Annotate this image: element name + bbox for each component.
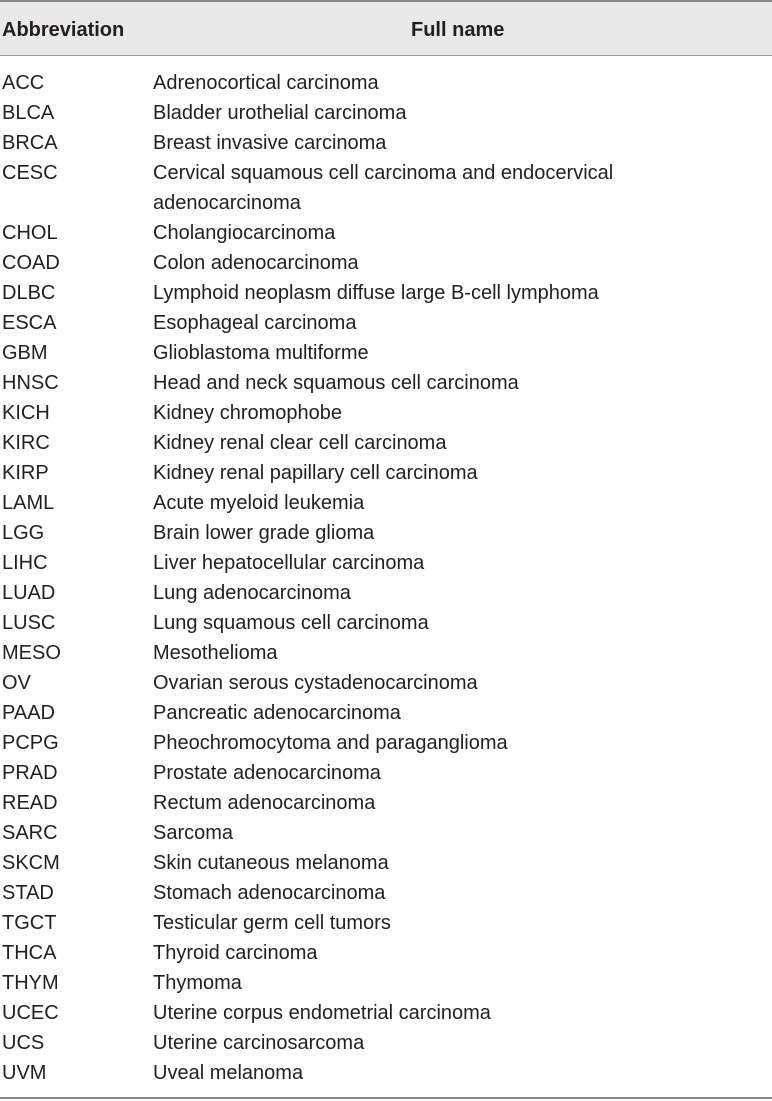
full-name-cell: Skin cutaneous melanoma [153, 852, 389, 874]
full-name-cell: Uterine corpus endometrial carcinoma [153, 1002, 491, 1024]
full-name-cell: Lung squamous cell carcinoma [153, 612, 429, 634]
table-row [0, 668, 772, 698]
full-name-cell: Pancreatic adenocarcinoma [153, 702, 401, 724]
full-name-cell: Adrenocortical carcinoma [153, 72, 379, 94]
abbreviation-cell: CESC [2, 162, 58, 184]
full-name-cell: Mesothelioma [153, 642, 278, 664]
abbreviation-cell: KIRC [2, 432, 50, 454]
full-name-cell: Uterine carcinosarcoma [153, 1032, 365, 1054]
abbreviation-cell: LUSC [2, 612, 56, 634]
table-row [0, 938, 772, 968]
abbreviation-cell: STAD [2, 882, 54, 904]
table-bottom-rule [0, 1097, 772, 1099]
table-row [0, 218, 772, 248]
abbreviation-cell: LIHC [2, 552, 48, 574]
abbreviation-cell: DLBC [2, 282, 56, 304]
table-row [0, 788, 772, 818]
full-name-cell: Brain lower grade glioma [153, 522, 375, 544]
full-name-cell: Prostate adenocarcinoma [153, 762, 381, 784]
table-row [0, 1058, 772, 1088]
abbreviation-cell: UVM [2, 1062, 47, 1084]
full-name-cell: Testicular germ cell tumors [153, 912, 391, 934]
table-row [0, 428, 772, 458]
abbreviation-cell: THCA [2, 942, 57, 964]
abbreviation-cell: COAD [2, 252, 60, 274]
abbreviation-cell: THYM [2, 972, 59, 994]
table-row [0, 1028, 772, 1058]
table-row [0, 848, 772, 878]
full-name-cell: Lung adenocarcinoma [153, 582, 351, 604]
full-name-cell: Kidney renal clear cell carcinoma [153, 432, 447, 454]
full-name-cell: Esophageal carcinoma [153, 312, 357, 334]
table-header-rule [0, 55, 772, 56]
header-full-name: Full name [411, 19, 505, 41]
abbreviation-cell: KICH [2, 402, 50, 424]
table-row [0, 998, 772, 1028]
full-name-cell: Colon adenocarcinoma [153, 252, 359, 274]
abbreviation-cell: PAAD [2, 702, 55, 724]
abbreviation-cell: LGG [2, 522, 45, 544]
full-name-cell: Kidney chromophobe [153, 402, 343, 424]
table-row [0, 518, 772, 548]
table-row [0, 368, 772, 398]
table-row [0, 128, 772, 158]
table-row [0, 608, 772, 638]
full-name-cell: Acute myeloid leukemia [153, 492, 365, 514]
full-name-cell: Lymphoid neoplasm diffuse large B-cell lymphoma [153, 282, 599, 304]
abbreviation-cell: ESCA [2, 312, 57, 334]
full-name-cell: Liver hepatocellular carcinoma [153, 552, 425, 574]
table-row [0, 488, 772, 518]
table-row [0, 248, 772, 278]
table-row [0, 548, 772, 578]
abbreviation-cell: SARC [2, 822, 58, 844]
table-row [0, 818, 772, 848]
abbreviation-cell: GBM [2, 342, 48, 364]
table-body [0, 68, 772, 1088]
abbreviation-cell: PCPG [2, 732, 59, 754]
table-row [0, 398, 772, 428]
abbreviation-cell: MESO [2, 642, 61, 664]
table-row [0, 158, 772, 218]
abbreviation-cell: SKCM [2, 852, 60, 874]
abbreviation-cell: HNSC [2, 372, 59, 394]
full-name-cell: Sarcoma [153, 822, 234, 844]
table-row [0, 728, 772, 758]
abbreviation-cell: LAML [2, 492, 55, 514]
full-name-cell: Uveal melanoma [153, 1062, 304, 1084]
table-row [0, 908, 772, 938]
table-row [0, 968, 772, 998]
abbreviation-cell: ACC [2, 72, 45, 94]
full-name-cell: Head and neck squamous cell carcinoma [153, 372, 519, 394]
table-header-row [0, 2, 772, 56]
full-name-cell: Cholangiocarcinoma [153, 222, 336, 244]
abbreviation-cell: PRAD [2, 762, 58, 784]
table-row [0, 308, 772, 338]
abbreviation-cell: READ [2, 792, 58, 814]
table-row [0, 68, 772, 98]
table-row [0, 638, 772, 668]
full-name-cell: Breast invasive carcinoma [153, 132, 387, 154]
abbreviation-cell: BRCA [2, 132, 58, 154]
abbreviation-cell: KIRP [2, 462, 49, 484]
table-row [0, 278, 772, 308]
full-name-cell: Cervical squamous cell carcinoma and endocervical adenocarcinoma [153, 162, 614, 214]
table-row [0, 578, 772, 608]
table-row [0, 758, 772, 788]
abbreviation-cell: TGCT [2, 912, 57, 934]
table-row [0, 698, 772, 728]
abbreviation-cell: UCEC [2, 1002, 59, 1024]
abbreviation-cell: OV [2, 672, 31, 694]
abbreviation-cell: UCS [2, 1032, 45, 1054]
full-name-cell: Bladder urothelial carcinoma [153, 102, 407, 124]
full-name-cell: Stomach adenocarcinoma [153, 882, 386, 904]
table-row [0, 98, 772, 128]
abbreviation-cell: LUAD [2, 582, 56, 604]
full-name-cell: Thyroid carcinoma [153, 942, 318, 964]
table-row [0, 458, 772, 488]
table-row [0, 338, 772, 368]
full-name-cell: Thymoma [153, 972, 242, 994]
full-name-cell: Kidney renal papillary cell carcinoma [153, 462, 478, 484]
abbreviation-cell: CHOL [2, 222, 58, 244]
table-row [0, 878, 772, 908]
header-abbreviation: Abbreviation [2, 19, 125, 41]
full-name-cell: Pheochromocytoma and paraganglioma [153, 732, 508, 754]
full-name-cell: Rectum adenocarcinoma [153, 792, 376, 814]
full-name-cell: Glioblastoma multiforme [153, 342, 369, 364]
abbreviation-cell: BLCA [2, 102, 55, 124]
full-name-cell: Ovarian serous cystadenocarcinoma [153, 672, 478, 694]
